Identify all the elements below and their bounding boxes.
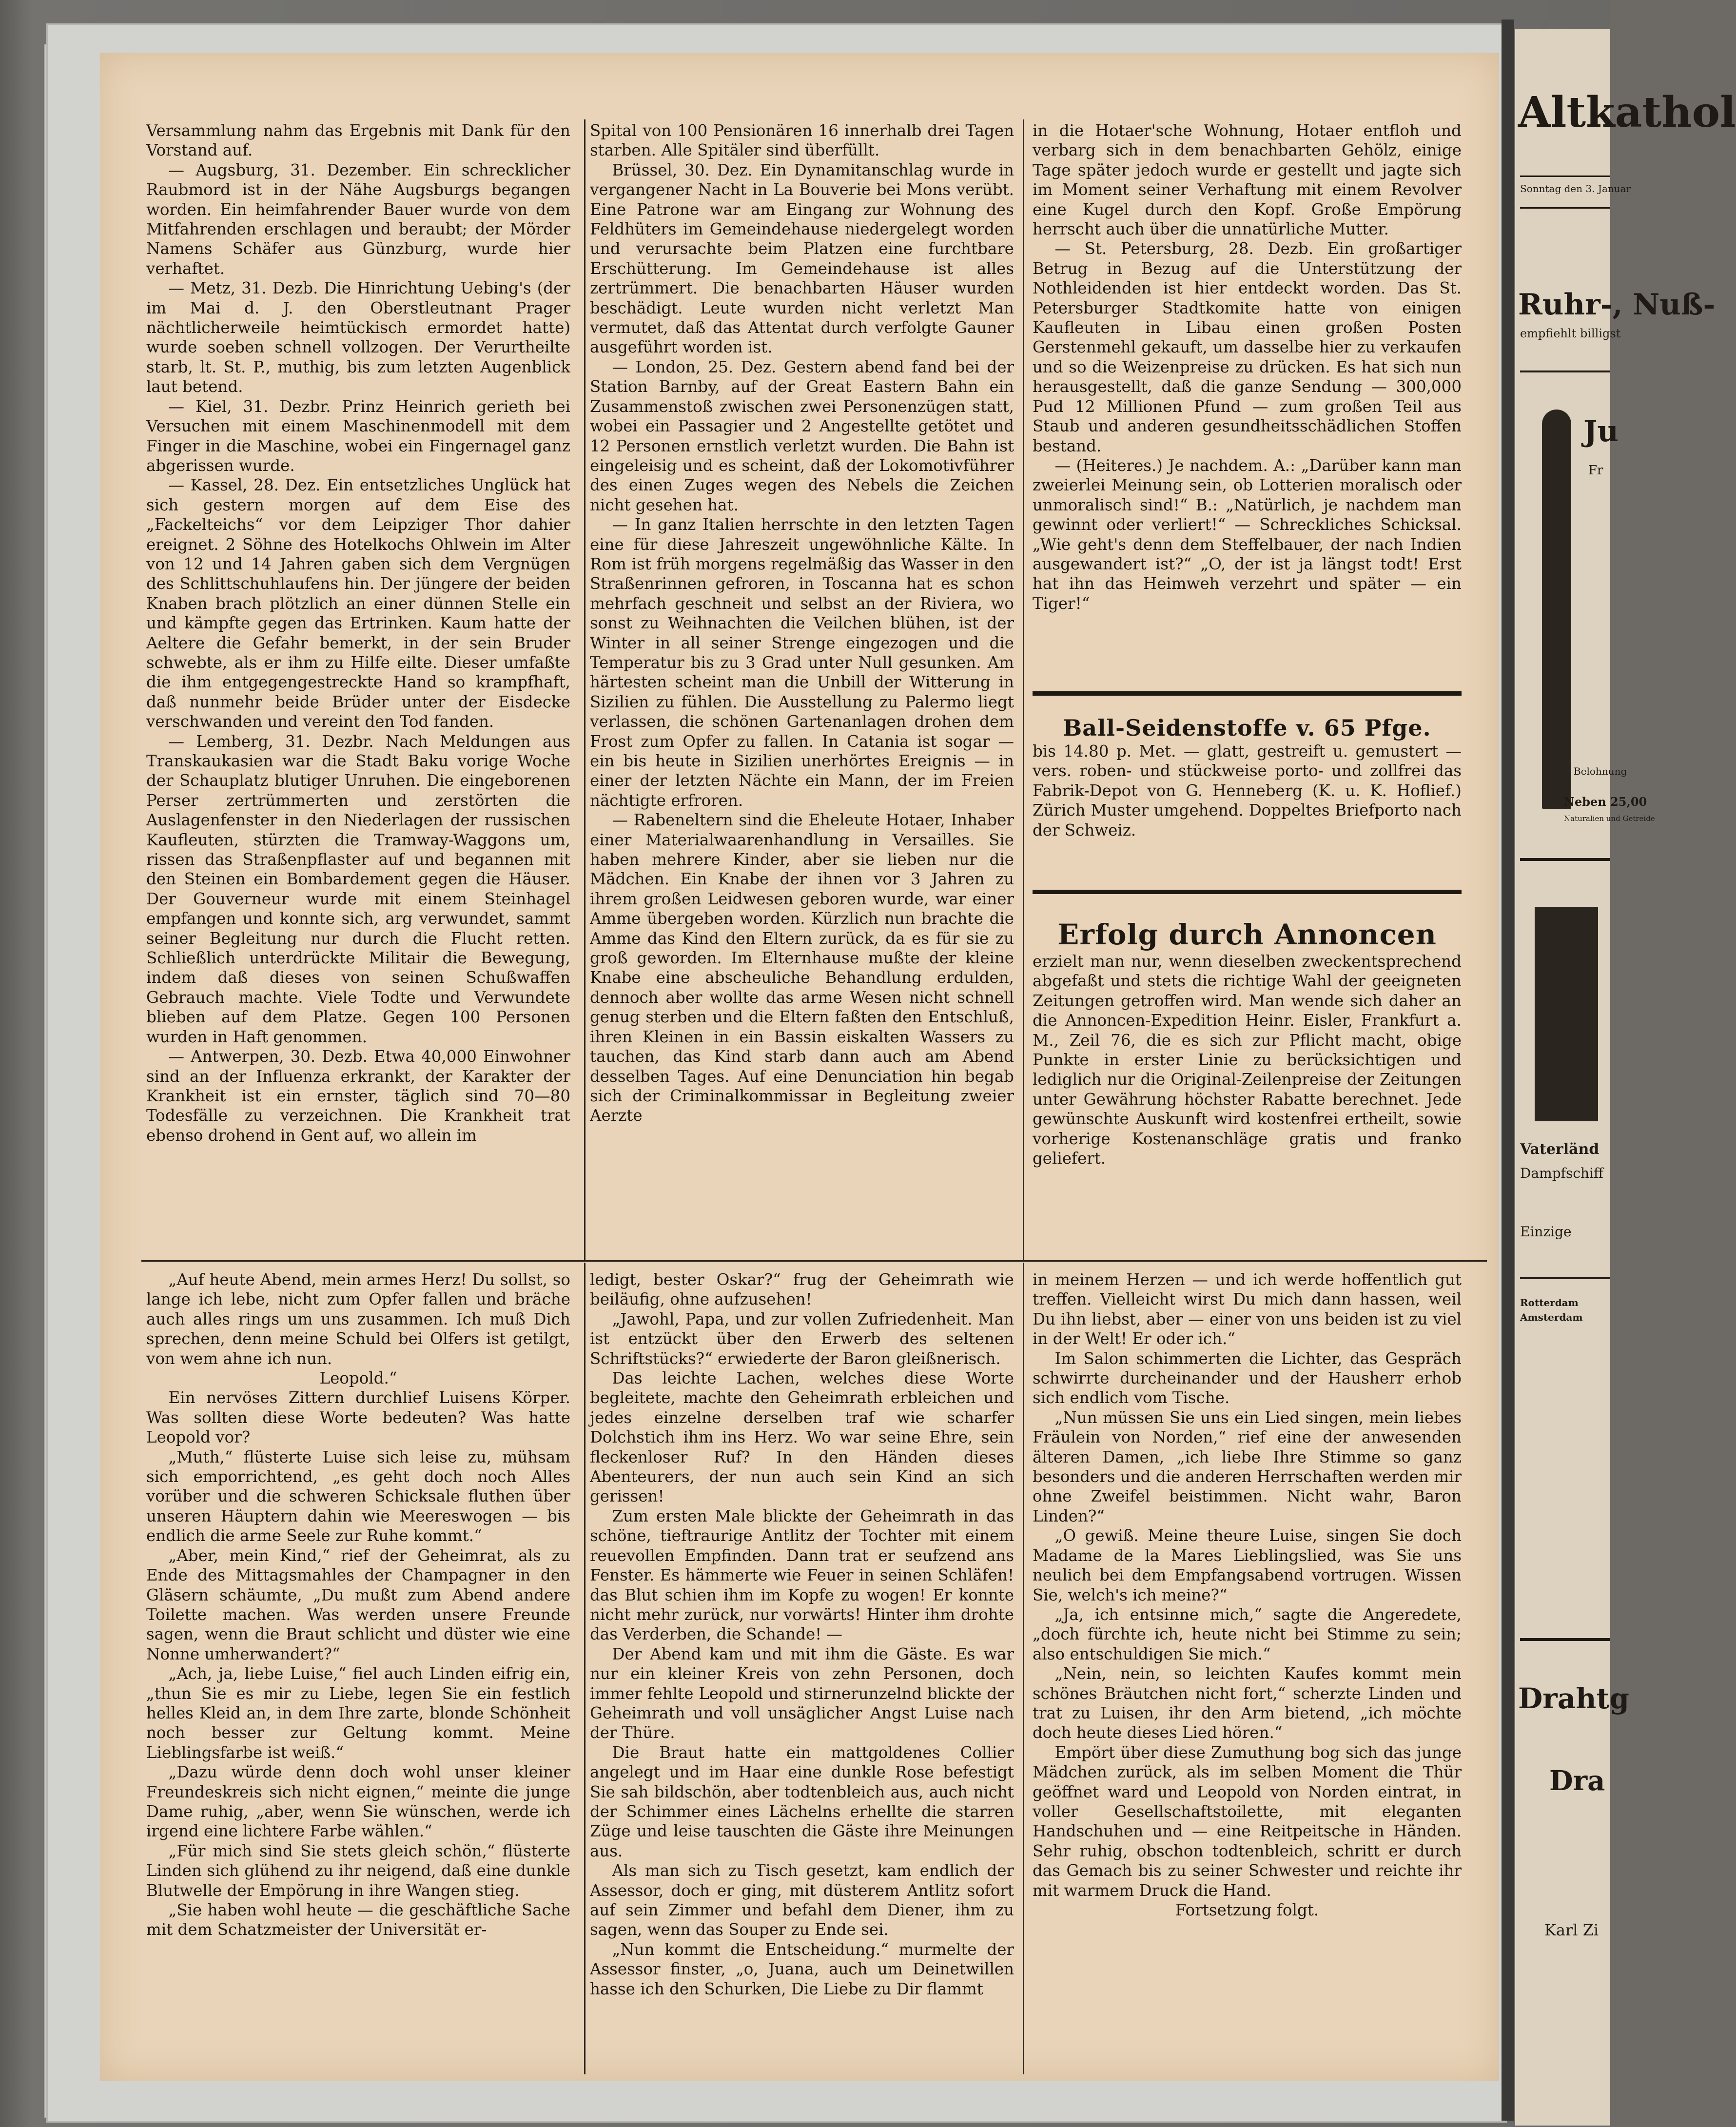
article-paragraph: — London, 25. Dez. Gestern abend fand bei der Station Barnby, auf der Great Eastern Bahn ein Zusammenstoß zwischen zwei Personenzügen statt, wobei ein Passagier und 2 Angestellte getötet und 12 Personen ernstlich verletzt wurden. Die Bahn ist eingeleisig und es scheint, daß der Lokomotivführer des einen Zuges wegen des Nebels die Zeichen nicht gesehen hat.	[590, 357, 1014, 514]
article-paragraph: — Kiel, 31. Dezbr. Prinz Heinrich gerieth bei Versuchen mit einem Maschinenmodell mit dem Finger in die Maschine, wobei ein Fingernagel ganz abgerissen wurde.	[146, 397, 570, 475]
article-paragraph: Als man sich zu Tisch gesetzt, kam endlich der Assessor, doch er ging, mit düsterem Antlitz sofort auf sein Zimmer und befahl dem Diener, ihm zu sagen, wenn das Souper zu Ende sei.	[590, 1861, 1014, 1939]
adjacent-rule	[1520, 858, 1610, 861]
article-paragraph: Leopold.“	[319, 1369, 397, 1388]
adjacent-fragment: Karl Zi	[1544, 1921, 1599, 1939]
adjacent-ship-illustration	[1535, 907, 1598, 1121]
adjacent-fragment: Dampfschiff	[1520, 1165, 1603, 1181]
article-paragraph: Zum ersten Male blickte der Geheimrath in das schöne, tieftraurige Antlitz der Tochter mit einem reuevollen Empfinden. Dann trat er seufzend ans Fenster. Es hämmerte wie Feuer in seinen Schläfen! das Blut schien ihm im Kopfe zu wogen! Er konnte nicht mehr zurück, nur vorwärts! Hinter ihm drohte das Verderben, die Schande! —	[590, 1506, 1014, 1644]
article-paragraph: „Nun müssen Sie uns ein Lied singen, mein liebes Fräulein von Norden,“ rief eine der anwesenden älteren Damen, „ich liebe Ihre Stimme so ganz besonders und die anderen Herrschaften werden mir ohne Zweifel beistimmen. Nicht wahr, Baron Linden?“	[1033, 1408, 1462, 1525]
advertisement-annoncen	[1033, 917, 1462, 1168]
article-paragraph: „Auf heute Abend, mein armes Herz! Du sollst, so lange ich lebe, nicht zum Opfer fallen und bräche auch alles rings um uns zusammen. Ich muß Dich sprechen, denn meine Schuld bei Olfers ist getilgt, von wem ahne ich nun.	[146, 1270, 570, 1368]
adjacent-rule	[1520, 371, 1610, 372]
news-column-2	[590, 121, 1014, 1126]
ad-divider	[1033, 691, 1462, 696]
ad-divider	[1033, 890, 1462, 894]
adjacent-fragment: Belohnung	[1574, 765, 1627, 777]
article-paragraph: — St. Petersburg, 28. Dezb. Ein großartiger Betrug in Bezug auf die Unterstützung der Nothleidenden ist hier entdeckt worden. Das St. Petersburger Stadtkomite hatte von einigen Kaufleuten in Libau einen großen Posten Gerstenmehl gekauft, um dasselbe hier zu verkaufen und so die Weizenpreise zu drücken. Es hat sich nun herausgestellt, daß die ganze Sendung — 300,000 Pud 12 Millionen Pfund — zum großen Teil aus Staub und anderen gesundheitsschädlichen Stoffen bestand.	[1033, 239, 1462, 455]
article-paragraph: „Nun kommt die Entscheidung.“ murmelte der Assessor finster, „o, Juana, auch um Deinetwillen hasse ich den Schurken, Die Liebe zu Dir flammt	[590, 1940, 1014, 1998]
adjacent-fragment: Dra	[1549, 1765, 1605, 1797]
article-paragraph: — Augsburg, 31. Dezember. Ein schrecklicher Raubmord ist in der Nähe Augsburgs begangen worden. Ein heimfahrender Bauer wurde von dem Mitfahrenden erschlagen und beraubt; der Mörder Namens Schäfer aus Günzburg, wurde hier verhaftet.	[146, 160, 570, 278]
adjacent-ad-heading: Ruhr-, Nuß-	[1518, 288, 1716, 322]
news-column-1	[146, 121, 570, 1145]
article-paragraph: — Antwerpen, 30. Dezb. Etwa 40,000 Einwohner sind an der Influenza erkrankt, der Karakter der Krankheit ist ein ernster, täglich sind 70—80 Todesfälle zu verzeichnen. Die Krankheit trat ebenso drohend in Gent auf, wo allein im	[146, 1047, 570, 1145]
adjacent-fragment: Rotterdam	[1520, 1297, 1579, 1308]
feuilleton-column-1	[146, 1270, 570, 1940]
article-paragraph: „Nein, nein, so leichten Kaufes kommt mein schönes Bräutchen nicht fort,“ scherzte Linden und trat zu Luisen, ihr den Arm bietend, „ich möchte doch heute dieses Lied hören.“	[1033, 1664, 1462, 1742]
article-paragraph: „Jawohl, Papa, und zur vollen Zufriedenheit. Man ist entzückt über den Erwerb des seltenen Schriftstücks?“ erwiederte der Baron gleißnerisch.	[590, 1309, 1014, 1368]
adjacent-fragment: Drahtg	[1518, 1682, 1629, 1715]
adjacent-fragment: Neben 25,00	[1564, 795, 1647, 809]
article-paragraph: ledigt, bester Oskar?“ frug der Geheimrath wie beiläufig, ohne aufzusehen!	[590, 1270, 1014, 1309]
article-paragraph: Die Braut hatte ein mattgoldenes Collier angelegt und im Haar eine dunkle Rose befestigt Sie sah bildschön, aber todtenbleich aus, auch nicht der Schimmer eines Lächelns erhellte die starren Züge und leise tauschten die Gäste ihre Meinungen aus.	[590, 1743, 1014, 1860]
article-paragraph: „Muth,“ flüsterte Luise sich leise zu, mühsam sich emporrichtend, „es geht doch noch Alles vorüber und die schweren Schicksale fluthen über unseren Häuptern dahin wie Meereswogen — bis endlich die arme Seele zur Ruhe kommt.“	[146, 1447, 570, 1545]
adjacent-fragment: Einzige	[1520, 1224, 1572, 1240]
article-paragraph: — In ganz Italien herrschte in den letzten Tagen eine für diese Jahreszeit ungewöhnliche Kälte. In Rom ist früh morgens regelmäßig das Wasser in den Straßenrinnen gefroren, in Toscanna hat es schon mehrfach geschneit und selbst an der Riviera, wo sonst zu Weihnachten die Veilchen blühen, ist der Winter in all seiner Strenge eingezogen und die Temperatur bis zu 3 Grad unter Null gesunken. Am härtesten scheint man die Unbill der Witterung in Sizilien zu fühlen. Die Ausstellung zu Palermo liegt verlassen, die schönen Gartenanlagen drohen dem Frost zum Opfer zu fallen. In Catania ist sogar — ein bis heute in Sizilien unerhörtes Ereignis — in einer der letzten Nächte ein Mann, der im Freien nächtigte erfroren.	[590, 515, 1014, 810]
adjacent-rule	[1520, 1277, 1610, 1279]
article-paragraph: — Lemberg, 31. Dezbr. Nach Meldungen aus Transkaukasien war die Stadt Baku vorige Woche der Schauplatz blutiger Unruhen. Die eingeborenen Perser zertrümmerten und zerstörten die Auslagenfenster in den Niederlagen der russischen Kaufleuten, stürzten die Tramway-Waggons um, rissen das Straßenpflaster auf und begannen mit den Steinen ein Bombardement gegen die Häuser. Der Gouverneur wurde mit einem Steinhagel empfangen und konnte sich, arg verwundet, sammt seiner Begleitung nur durch die Flucht retten. Schließlich unterdrückte Militair die Bewegung, indem daß dieses von seinen Schußwaffen Gebrauch machte. Viele Todte und Verwundete blieben auf dem Platze. Gegen 100 Personen wurden in Haft genommen.	[146, 732, 570, 1046]
article-paragraph: „O gewiß. Meine theure Luise, singen Sie doch Madame de la Mares Lieblingslied, was Sie uns neulich bei dem Empfangsabend vortrugen. Wissen Sie, welch's ich meine?“	[1033, 1526, 1462, 1604]
column-rule	[584, 119, 585, 1260]
adjacent-rule	[1520, 176, 1610, 177]
article-paragraph: „Dazu würde denn doch wohl unser kleiner Freundeskreis sich nicht eignen,“ meinte die junge Dame ruhig, „aber, wenn Sie wünschen, werde ich irgend eine lichtere Farbe wählen.“	[146, 1763, 570, 1841]
column-rule	[1023, 119, 1024, 1260]
article-paragraph: Empört über diese Zumuthung bog sich das junge Mädchen zurück, als im selben Moment die Thür geöffnet ward und Leopold von Norden eintrat, in voller Gesellschaftstoilette, mit eleganten Handschuhen und — eine Reitpeitsche in Händen. Sehr ruhig, obschon todtenbleich, schritt er durch das Gemach bis zu seiner Schwester und reichte ihr mit warmem Druck die Hand.	[1033, 1743, 1462, 1900]
article-paragraph: Versammlung nahm das Ergebnis mit Dank für den Vorstand auf.	[146, 121, 570, 160]
feuilleton-column-3	[1033, 1270, 1462, 1920]
adjacent-fragment: Ju	[1583, 414, 1619, 449]
adjacent-fragment: Fr	[1588, 463, 1603, 478]
feuilleton-separator	[141, 1260, 1487, 1262]
article-paragraph: „Für mich sind Sie stets gleich schön,“ flüsterte Linden sich glühend zu ihr neigend, daß eine dunkle Blutwelle der Empörung in ihre Wangen stieg.	[146, 1841, 570, 1900]
news-column-3	[1033, 121, 1462, 613]
adjacent-ad-sub: empfiehlt billigst	[1520, 327, 1621, 340]
adjacent-date-line: Sonntag den 3. Januar	[1520, 183, 1631, 195]
article-paragraph: Brüssel, 30. Dez. Ein Dynamitanschlag wurde in vergangener Nacht in La Bouverie bei Mons verübt. Eine Patrone war am Eingang zur Wohnung des Feldhüters im Gemeindehause niedergelegt worden und verursachte beim Platzen eine furchtbare Erschütterung. Im Gemeindehause ist alles zertrümmert. Die benachbarten Häuser wurden beschädigt. Leute wurden nicht verletzt Man vermutet, daß das Attentat durch verfolgte Gauner ausgeführt worden ist.	[590, 160, 1014, 357]
article-paragraph: Das leichte Lachen, welches diese Worte begleitete, machte den Geheimrath erbleichen und jedes einzelne derselben traf wie scharfer Dolchstich ihm ins Herz. Wo war seine Ehre, sein fleckenloser Ruf? In den Händen dieses Abenteurers, der nun auch sein Kind an sich gerissen!	[590, 1369, 1014, 1506]
adjacent-rule	[1520, 1638, 1610, 1641]
advertisement-seidenstoffe	[1033, 714, 1462, 840]
article-paragraph: „Ja, ich entsinne mich,“ sagte die Angeredete, „doch fürchte ich, heute nicht bei Stimme zu sein; also entschuldigen Sie mich.“	[1033, 1605, 1462, 1663]
article-paragraph: Spital von 100 Pensionären 16 innerhalb drei Tagen starben. Alle Spitäler sind überfüllt.	[590, 121, 1014, 160]
article-paragraph: Ein nervöses Zittern durchlief Luisens Körper. Was sollten diese Worte bedeuten? Was hatte Leopold vor?	[146, 1388, 570, 1447]
article-paragraph: „Sie haben wohl heute — die geschäftliche Sache mit dem Schatzmeister der Universität er-	[146, 1901, 570, 1939]
page-gutter	[1502, 20, 1514, 2121]
ad-title: Ball-Seidenstoffe v. 65 Pfge.	[1063, 715, 1431, 741]
adjacent-illustration	[1542, 410, 1571, 809]
adjacent-masthead: Altkathol	[1518, 88, 1736, 137]
column-rule	[584, 1263, 585, 2074]
article-paragraph: Der Abend kam und mit ihm die Gäste. Es war nur ein kleiner Kreis von zehn Personen, doch immer fehlte Leopold und stirnerunzelnd blickte der Geheimrath und voll unsäglicher Angst Luise nach der Thüre.	[590, 1644, 1014, 1742]
feuilleton-column-2	[590, 1270, 1014, 1999]
article-paragraph: — Metz, 31. Dezb. Die Hinrichtung Uebing's (der im Mai d. J. den Oberstleutnant Prager nächtlicherweile heimtückisch ermordet hatte) wurde soeben schnell vollzogen. Der Verurtheilte starb, lt. St. P., muthig, bis zum letzten Augenblick laut betend.	[146, 279, 570, 396]
adjacent-fragment: Amsterdam	[1520, 1311, 1583, 1323]
article-paragraph: in die Hotaer'sche Wohnung, Hotaer entfloh und verbarg sich in dem benachbarten Gehölz, einige Tage später jedoch wurde er gestellt und jagte sich im Moment seiner Verhaftung mit einem Revolver eine Kugel durch den Kopf. Große Empörung herrscht auch über die unnatürliche Mutter.	[1033, 121, 1462, 239]
article-paragraph: „Ach, ja, liebe Luise,“ fiel auch Linden eifrig ein, „thun Sie es mir zu Liebe, legen Sie ein festlich helles Kleid an, in dem Ihre zarte, blonde Schönheit noch besser zur Geltung kommt. Meine Lieblingsfarbe ist weiß.“	[146, 1664, 570, 1762]
column-rule	[1023, 1263, 1024, 2074]
adjacent-fragment: Vaterländ	[1520, 1141, 1599, 1158]
adjacent-fragment: Naturalien und Getreide	[1564, 814, 1655, 823]
article-paragraph: — (Heiteres.) Je nachdem. A.: „Darüber kann man zweierlei Meinung sein, ob Lotterien moralisch oder unmoralisch sind!“ B.: „Natürlich, je nachdem man gewinnt oder verliert!“ — Schreckliches Schicksal. „Wie geht's denn dem Steffelbauer, der nach Indien ausgewandert ist?“ „O, der ist ja längst todt! Erst hat ihn das Heimweh verzehrt und später — ein Tiger!“	[1033, 456, 1462, 613]
ad-title: Erfolg durch Annoncen	[1057, 918, 1437, 951]
article-paragraph: — Rabeneltern sind die Eheleute Hotaer, Inhaber einer Materialwaarenhandlung in Versailles. Sie haben mehrere Kinder, aber sie lieben nur die Mädchen. Ein Knabe der ihnen vor 3 Jahren zu ihrem großen Leidwesen geboren wurde, war einer Amme übergeben worden. Kürzlich nun brachte die Amme das Kind den Eltern zurück, da es für sie zu groß geworden. Im Elternhause mußte der kleine Knabe eine abscheuliche Behandlung erdulden, dennoch aber wollte das arme Wesen nicht schnell genug sterben und die Eltern faßten den Entschluß, ihren Kleinen in ein Bassin eiskalten Wassers zu tauchen, das Kind starb dann auch am Abend desselben Tages. Auf eine Denunciation hin begab sich der Criminalkommissar in Begleitung zweier Aerzte	[590, 811, 1014, 1125]
adjacent-page	[1515, 29, 1736, 2126]
article-paragraph: Im Salon schimmerten die Lichter, das Gespräch schwirrte durcheinander und der Hausherr erhob sich endlich vom Tische.	[1033, 1349, 1462, 1407]
article-paragraph: Fortsetzung folgt.	[1175, 1901, 1319, 1919]
article-paragraph: — Kassel, 28. Dez. Ein entsetzliches Unglück hat sich gestern morgen auf dem Eise des „Fackelteichs“ vor dem Leipziger Thor dahier ereignet. 2 Söhne des Hotelkochs Ohlwein im Alter von 12 und 14 Jahren gaben sich dem Vergnügen des Schlittschuhlaufens hin. Der jüngere der beiden Knaben brach plötzlich an einer dünnen Stelle ein und kämpfte gegen das Ertrinken. Kaum hatte der Aeltere die Gefahr bemerkt, in der sein Bruder schwebte, als er ihm zu Hilfe eilte. Dieser umfaßte die ihm entgegengestreckte Hand so krampfhaft, daß nunmehr beide Brüder unter der Eisdecke verschwanden und vereint den Tod fanden.	[146, 476, 570, 731]
ad-body: erzielt man nur, wenn dieselben zweckentsprechend abgefaßt und stets die richtige Wahl der geeigneten Zeitungen getroffen wird. Man wende sich daher an die Annoncen-Expedition Heinr. Eisler, Frankfurt a. M., Zeil 76, die es sich zur Pflicht macht, obige Punkte in erster Linie zu berücksichtigen und lediglich nur die Original-Zeilenpreise der Zeitungen unter Gewährung höchster Rabatte berechnet. Jede gewünschte Auskunft wird kostenfrei ertheilt, sowie vorherige Kostenanschläge gratis und franko geliefert.	[1033, 952, 1462, 1168]
ad-body: bis 14.80 p. Met. — glatt, gestreift u. gemustert — vers. roben- und stückweise porto- und zollfrei das Fabrik-Depot von G. Henneberg (K. u. K. Hoflief.) Zürich Muster umgehend. Doppeltes Briefporto nach der Schweiz.	[1033, 742, 1462, 839]
adjacent-rule	[1520, 207, 1610, 209]
article-paragraph: „Aber, mein Kind,“ rief der Geheimrat, als zu Ende des Mittagsmahles der Champagner in den Gläsern schäumte, „Du mußt zum Abend andere Toilette machen. Was werden unsere Freunde sagen, wenn die Braut schlicht und düster wie eine Nonne umherwandert?“	[146, 1546, 570, 1663]
article-paragraph: in meinem Herzen — und ich werde hoffentlich gut treffen. Vielleicht wirst Du mich dann hassen, weil Du ihn liebst, aber — einer von uns beiden ist zu viel in der Welt! Er oder ich.“	[1033, 1270, 1462, 1348]
